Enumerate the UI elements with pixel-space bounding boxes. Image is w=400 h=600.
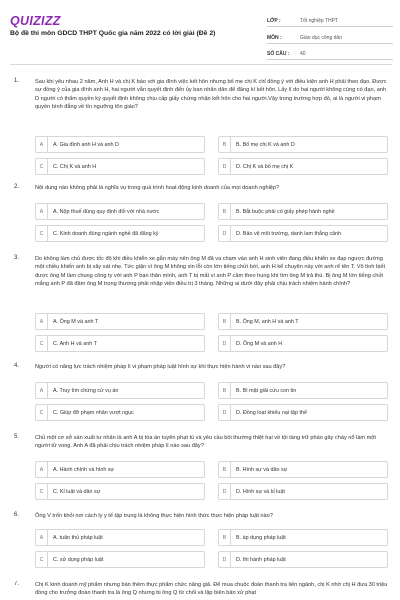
option-letter: D [219, 484, 231, 499]
option-text: D. Bảo vệ môi trường, danh lam thắng cảnh [236, 230, 342, 237]
question-number: 4. [14, 363, 20, 369]
option-letter: C [36, 405, 48, 420]
meta-value: Tốt nghiệp THPT [300, 18, 338, 24]
question-text: Chủ một cơ sở sản xuất tư nhân là anh A bị tòa án tuyên phạt tù và yêu cầu bồi thường thiệt hại về tội tàng trữ pháo gây cháy nổ làm một người tử vong. Anh A đã phải chịu trách nhiệm pháp lí nào sau đây? [35, 435, 376, 450]
option-letter: B [219, 204, 231, 219]
option-text: D. thi hành pháp luật [236, 556, 286, 563]
meta-key: SỐ CÂU : [267, 51, 290, 57]
option-letter: B [219, 137, 231, 152]
option-letter: A [36, 462, 48, 477]
option-text: C. Giúp đỡ phạm nhân vượt ngục [53, 409, 134, 416]
answer-option-c[interactable] [35, 158, 205, 175]
option-letter: D [219, 159, 231, 174]
answer-option-d[interactable] [218, 404, 388, 421]
option-text: C. Kinh doanh đúng ngành nghề đã đăng ký [53, 230, 159, 237]
answer-options [35, 313, 389, 352]
answer-options [35, 529, 389, 568]
option-text: B. Bố mẹ chị K và anh D [236, 141, 295, 148]
answer-option-d[interactable] [218, 225, 388, 242]
worksheet-header [0, 0, 400, 64]
worksheet-meta [267, 13, 393, 63]
answer-options [35, 136, 389, 175]
meta-value: 40 [300, 51, 306, 57]
option-text: A. Gia đình anh H và anh D [53, 141, 119, 148]
answer-option-b[interactable] [218, 313, 388, 330]
question-number: 3. [14, 255, 20, 261]
answer-option-c[interactable] [35, 335, 205, 352]
option-letter: C [36, 484, 48, 499]
question-text: Ông V trốn khỏi nơi cách ly y tế tập trung là không thực hiện hình thức thực hiện pháp luật nào? [35, 513, 273, 519]
meta-row-grade [267, 13, 393, 27]
question-2 [14, 184, 392, 250]
question-5 [14, 434, 392, 508]
answer-option-c[interactable] [35, 404, 205, 421]
option-letter: B [219, 462, 231, 477]
option-letter: A [36, 314, 48, 329]
question-4 [14, 363, 392, 429]
option-text: A. Hành chính và hình sự [53, 466, 115, 473]
question-3 [14, 255, 392, 353]
answer-option-c[interactable] [35, 551, 205, 568]
option-text: A. Ông M và anh T [53, 318, 99, 325]
answer-option-b[interactable] [218, 461, 388, 478]
option-text: B. Ông M, anh H và anh T [236, 318, 299, 325]
meta-row-question-count [267, 46, 393, 60]
option-text: D. Chị K và bố mẹ chị K [236, 163, 294, 170]
option-text: D. Hình sự và kỉ luật [236, 488, 285, 495]
question-number: 1. [14, 78, 20, 84]
meta-key: MÔN : [267, 34, 282, 41]
question-7 [14, 581, 392, 600]
answer-option-a[interactable] [35, 382, 205, 399]
option-letter: D [219, 336, 231, 351]
option-text: B. áp dụng pháp luật [236, 534, 286, 541]
option-text: B. Hình sự và dân sự [236, 466, 288, 473]
option-letter: C [36, 226, 48, 241]
question-text: Do không làm chủ được tốc độ khi điều khiển xe gắn máy nên ông M đã va chạm vào anh H sinh viên đang điều khiển xe đạp ngược đường một chiều khiến anh bị xây xát nhẹ. Tức giận vì ông M không xin lỗi còn lớn tiếng chửi bới, anh H kể chuyện này với anh rể tên T. Vô tình biết được ông M làm chung công ty với anh P bạn thân mình, anh T bị mất ví anh P cầm theo hung khí tìm ông M trả thù. Bị ông M lớn tiếng chửi mắng anh P đã đâm ông M trọng thương phải nhập viện điều trị 3 tháng. Những ai dưới đây phải chịu trách nhiệm hành chính? [35, 256, 386, 288]
question-text: Sau khi yêu nhau 2 năm, Anh H và chị K báo với gia đình việc kết hôn nhưng bố mẹ chị K chỉ đồng ý với điều kiện anh H phải theo đạo. Được sự đồng ý của gia đình anh H, hai người vẫn quyết định đến ủy ban nhân dân để đăng kí kết hôn. Lấy lí do hai người không cùng có đạo, anh D người có thẩm quyền ký quyết định không chịu cấp giấy chứng nhận kết hôn cho hai người.Vậy trong trường hợp đó, ai là người vi phạm quyền bình đẳng về tín ngưỡng tôn giáo? [35, 79, 387, 111]
answer-options [35, 203, 389, 242]
option-letter: B [219, 383, 231, 398]
option-text: A. Nộp thuế đúng quy định đối với nhà nước [53, 208, 160, 215]
option-letter: A [36, 204, 48, 219]
answer-option-a[interactable] [35, 136, 205, 153]
option-text: B. Bí mật giải cứu con tin [236, 387, 297, 394]
answer-option-a[interactable] [35, 313, 205, 330]
answer-option-b[interactable] [218, 382, 388, 399]
question-number: 5. [14, 434, 20, 440]
answer-option-b[interactable] [218, 529, 388, 546]
option-letter: D [219, 226, 231, 241]
option-letter: C [36, 159, 48, 174]
option-text: D. Ông M và anh H [236, 340, 283, 347]
question-text: Người có năng lực trách nhiệm pháp lí vi phạm pháp luật hình sự khi thực hiện hành vi nào sau đây? [35, 364, 286, 370]
option-text: A. Truy tìm chứng cứ vụ án [53, 387, 119, 394]
question-6 [14, 512, 392, 574]
option-letter: D [219, 552, 231, 567]
answer-option-b[interactable] [218, 136, 388, 153]
answer-option-a[interactable] [35, 203, 205, 220]
question-1 [14, 78, 392, 176]
option-text: C. Anh H và anh T [53, 340, 97, 347]
answer-option-c[interactable] [35, 483, 205, 500]
question-text: Nội dung nào không phải là nghĩa vụ trong quá trình hoạt động kinh doanh của mọi doanh nghiệp? [35, 185, 280, 191]
question-number: 7. [14, 581, 20, 587]
answer-options [35, 461, 389, 500]
option-letter: A [36, 530, 48, 545]
header-divider [10, 64, 392, 65]
option-text: D. Đồng loạt khiếu nại tập thể [236, 409, 308, 416]
answer-option-d[interactable] [218, 158, 388, 175]
option-text: C. Chị K và anh H [53, 163, 97, 170]
option-text: B. Bắt buộc phải có giấy phép hành nghề [236, 208, 335, 215]
option-letter: A [36, 383, 48, 398]
answer-option-c[interactable] [35, 225, 205, 242]
answer-option-d[interactable] [218, 551, 388, 568]
option-letter: A [36, 137, 48, 152]
option-letter: B [219, 314, 231, 329]
worksheet-title: Bộ đề thi môn GDCD THPT Quốc gia năm 2022 có lời giải (Đề 2) [10, 30, 216, 37]
answer-option-a[interactable] [35, 529, 205, 546]
question-number: 2. [14, 184, 20, 190]
answer-options [35, 382, 389, 421]
answer-option-b[interactable] [218, 203, 388, 220]
answer-option-d[interactable] [218, 335, 388, 352]
option-letter: B [219, 530, 231, 545]
answer-option-d[interactable] [218, 483, 388, 500]
meta-row-subject [267, 30, 393, 44]
option-letter: D [219, 405, 231, 420]
option-text: A. tuân thủ pháp luật [53, 534, 103, 541]
question-number: 6. [14, 512, 20, 518]
option-text: C. Kỉ luật và dân sự [53, 488, 101, 495]
meta-key: LỚP : [267, 18, 281, 24]
option-letter: C [36, 336, 48, 351]
answer-option-a[interactable] [35, 461, 205, 478]
option-letter: C [36, 552, 48, 567]
meta-value: Giáo dục công dân [300, 34, 342, 41]
option-text: C. sử dụng pháp luật [53, 556, 104, 563]
question-text: Chị K kinh doanh mỹ phẩm nhưng bán thêm thực phẩm chức năng giả. Để mua chuộc đoàn thanh tra liên ngành, chị K nhờ chị H đưa 30 triệu đồng cho trưởng đoàn thanh tra là ông Q nhưng bị ông Q từ chối và lập biên bản xử phạt [35, 582, 388, 597]
quizizz-logo: QUIZIZZ [10, 14, 61, 28]
